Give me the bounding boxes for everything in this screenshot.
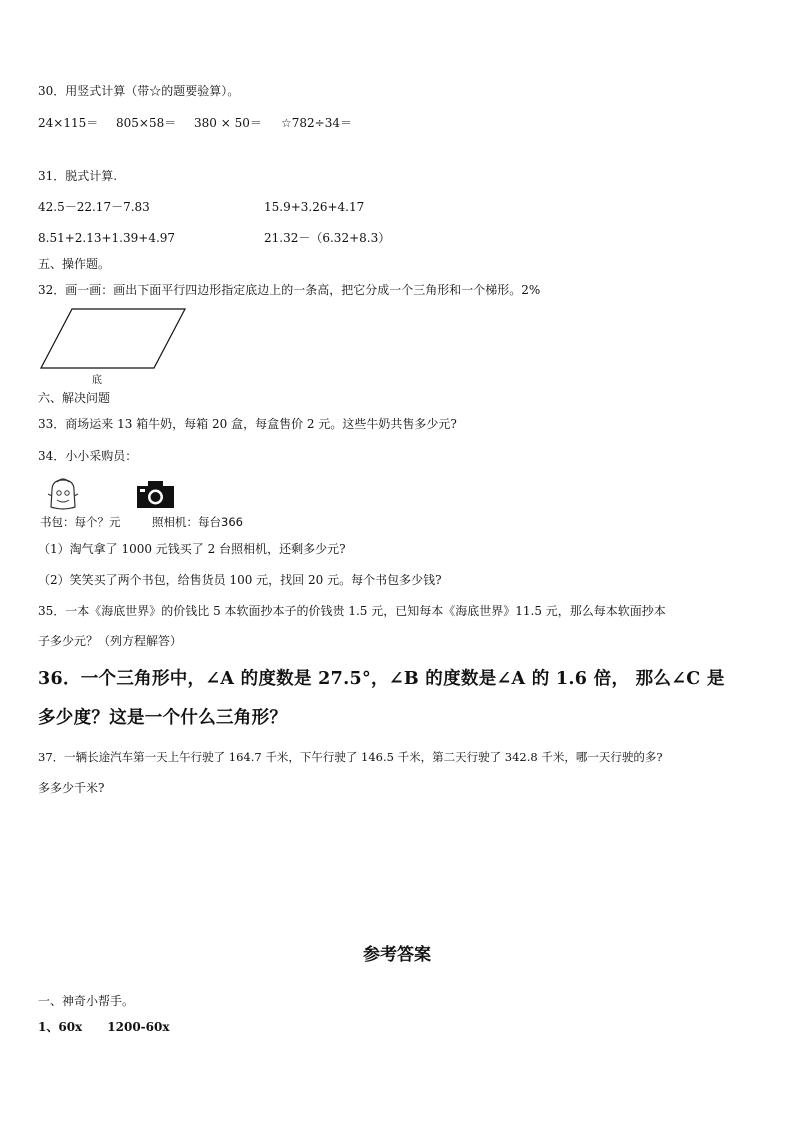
q30-item-4: ☆782÷34＝: [281, 116, 352, 130]
q31-item-2: 15.9+3.26+4.17: [264, 200, 365, 214]
answers-title: 参考答案: [363, 945, 431, 965]
q31-item-4: 21.32－（6.32+8.3）: [264, 231, 391, 245]
answer-1: 1、60x 1200-60x: [38, 1020, 170, 1034]
parallelogram-shape: [41, 309, 185, 368]
q33-text: 33．商场运来 13 箱牛奶，每箱 20 盒，每盒售价 2 元。这些牛奶共售多少元?: [38, 417, 457, 431]
answers-section-1: 一、神奇小帮手。: [38, 994, 135, 1008]
q35-line-2: 子多少元？（列方程解答）: [38, 634, 183, 648]
q31-item-1: 42.5－22.17－7.83: [38, 200, 150, 214]
q37-line-2: 多多少千米?: [38, 781, 105, 795]
q32-title: 32．画一画：画出下面平行四边形指定底边上的一条高，把它分成一个三角形和一个梯形。2%: [38, 283, 541, 297]
q37-line-1: 37．一辆长途汽车第一天上午行驶了 164.7 千米，下午行驶了 146.5 千米，第二天行驶了 342.8 千米，哪一天行驶的多?: [38, 750, 663, 764]
q31-row-1: [38, 200, 758, 216]
q34-sub-1: （1）淘气拿了 1000 元钱买了 2 台照相机，还剩多少元?: [38, 542, 346, 556]
camera-price-label: 照相机：每台366: [152, 515, 243, 529]
section-6-heading: 六、解决问题: [38, 391, 111, 405]
q35-line-1: 35．一本《海底世界》的价钱比 5 本软面抄本子的价钱贵 1.5 元，已知每本《海底世界》11.5 元，那么每本软面抄本: [38, 604, 666, 618]
q30-item-1: 24×115＝: [38, 116, 99, 130]
q30-title: 30．用竖式计算（带☆的题要验算）。: [38, 84, 240, 98]
base-label: 底: [92, 375, 102, 386]
camera-icon: [136, 480, 176, 510]
q30-item-2: 805×58＝: [116, 116, 177, 130]
section-5-heading: 五、操作题。: [38, 257, 111, 271]
q36-line-2: 多少度？这是一个什么三角形？: [38, 708, 288, 728]
q30-calculations: [38, 116, 758, 132]
bag-price-label: 书包：每个？元: [40, 515, 121, 529]
parallelogram-figure: [38, 306, 198, 386]
q36-line-1: 36．一个三角形中，∠A 的度数是 27.5°，∠B 的度数是∠A 的 1.6 倍， 那么∠C 是: [38, 669, 725, 689]
q34-sub-2: （2）笑笑买了两个书包，给售货员 100 元，找回 20 元。每个书包多少钱?: [38, 573, 442, 587]
schoolbag-icon: [44, 476, 84, 512]
q30-item-3: 380 × 50＝: [194, 116, 262, 130]
q31-row-2: [38, 231, 758, 247]
q31-title: 31．脱式计算.: [38, 169, 118, 183]
q34-title: 34．小小采购员：: [38, 449, 138, 463]
q31-item-3: 8.51+2.13+1.39+4.97: [38, 231, 176, 245]
